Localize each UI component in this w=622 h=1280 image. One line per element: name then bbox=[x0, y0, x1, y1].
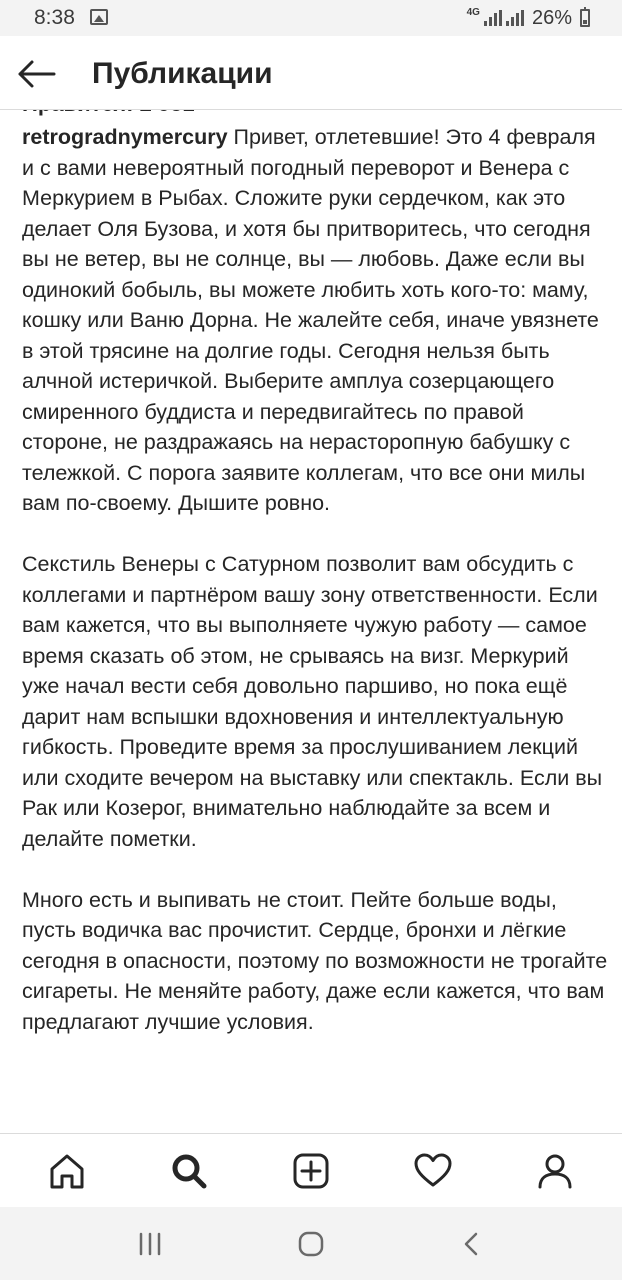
nav-activity-button[interactable] bbox=[403, 1141, 463, 1201]
add-post-icon bbox=[291, 1151, 331, 1191]
recent-apps-button[interactable] bbox=[120, 1214, 180, 1274]
gallery-notification-icon bbox=[90, 9, 108, 25]
nav-profile-button[interactable] bbox=[525, 1141, 585, 1201]
app-header bbox=[0, 36, 622, 110]
nav-add-post-button[interactable] bbox=[281, 1141, 341, 1201]
post-username[interactable]: retrogradnymercury bbox=[22, 125, 228, 149]
battery-percent: 26% bbox=[531, 6, 572, 29]
caption-paragraph: Много есть и выпивать не стоит. Пейте больше воды, пусть водичка вас прочистит. Сердце, бронхи и лёгкие сегодня в опасности, поэтому по возможности не трогайте сигареты. Не меняйте работу, даже если кажется, что вам предлагают лучшие условия. bbox=[22, 887, 608, 1034]
recent-apps-icon bbox=[135, 1229, 165, 1259]
home-circle-icon bbox=[296, 1229, 326, 1259]
caption-text: Привет, отлетевшие! Это 4 февраля и с вами невероятный погодный переворот и Венера с Меркурием в Рыбах. Сложите руки сердечком, как это делает Оля Бузова, и хотя бы притворитесь, что сегодня вы не ветер, вы не солнце, вы — любовь. Даже если вы одинокий бобыль, вы можете любить хоть кого-то: маму, кошку или Ваню Дорна. Не жалейте себя, иначе увязнете в этой трясине на долгие годы. Сегодня нельзя быть алчной истеричкой. Выберите амплуа созерцающего смиренного буддиста и передвигайтесь по правой стороне, не раздражаясь на нерасторопную бабушку с тележкой. С порога заявите коллегам, что все они милы вам по-своему. Дышите ровно. bbox=[22, 125, 599, 515]
back-button[interactable] bbox=[14, 54, 58, 94]
network-type: 4G bbox=[466, 6, 480, 18]
battery-icon bbox=[580, 9, 590, 27]
home-icon bbox=[47, 1151, 87, 1191]
status-indicators bbox=[467, 5, 590, 31]
status-bar bbox=[0, 0, 622, 36]
system-home-button[interactable] bbox=[281, 1214, 341, 1274]
back-arrow-icon bbox=[14, 54, 58, 94]
nav-home-button[interactable] bbox=[37, 1141, 97, 1201]
caption-paragraph bbox=[22, 122, 608, 519]
caption-paragraph: Секстиль Венеры с Сатурном позволит вам обсудить с коллегами и партнёром вашу зону ответственности. Если вам кажется, что вы выполняете чужую работу — самое время сказать об этом, не срываясь на визг. Меркурий уже начал вести себя довольно паршиво, но пока ещё дарит нам вспышки вдохновения и интеллектуальную гибкость. Проведите время за прослушиванием лекций или сходите вечером на выставку или спектакль. Если вы Рак или Козерог, внимательно наблюдайте за всем и делайте пометки. bbox=[22, 552, 603, 851]
bottom-navigation bbox=[0, 1133, 622, 1207]
profile-icon bbox=[535, 1151, 575, 1191]
back-chevron-icon bbox=[457, 1229, 487, 1259]
status-time: 8:38 bbox=[34, 6, 75, 29]
system-back-button[interactable] bbox=[442, 1214, 502, 1274]
activity-heart-icon bbox=[413, 1151, 453, 1191]
system-navigation bbox=[0, 1207, 622, 1280]
signal-icon-2 bbox=[506, 10, 524, 26]
nav-search-button[interactable] bbox=[159, 1141, 219, 1201]
page-title: Публикации bbox=[92, 57, 273, 90]
signal-icon bbox=[484, 10, 502, 26]
search-icon bbox=[169, 1151, 209, 1191]
post-caption bbox=[22, 122, 608, 1037]
post-content[interactable] bbox=[0, 91, 622, 1133]
